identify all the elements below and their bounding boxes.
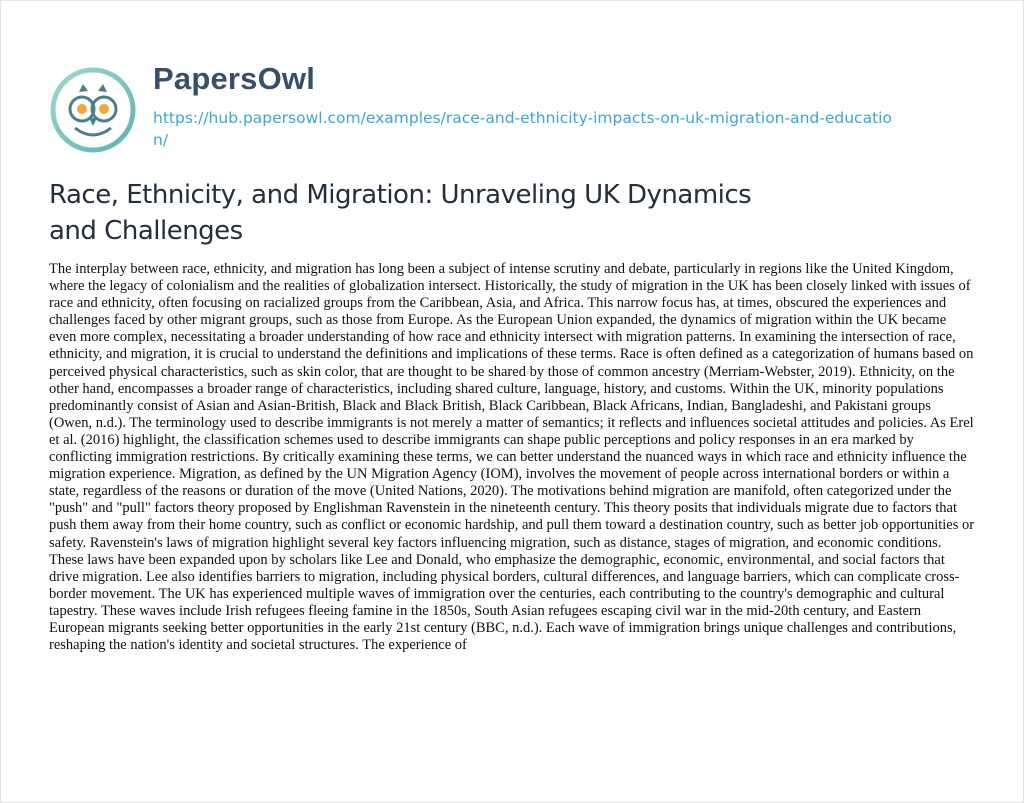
source-url-link[interactable]: https://hub.papersowl.com/examples/race-and-ethnicity-impacts-on-uk-migration-and-education/ [153, 109, 892, 149]
document-title: Race, Ethnicity, and Migration: Unraveling UK Dynamics and Challenges [49, 180, 752, 246]
brand-name[interactable]: PapersOwl [153, 61, 316, 96]
owl-logo-icon[interactable] [49, 66, 137, 154]
owl-logo-graphic [49, 66, 137, 154]
site-header [49, 57, 949, 153]
document-body: The interplay between race, ethnicity, and migration has long been a subject of intense scrutiny and debate, particularly in regions like the United Kingdom, where the legacy of colonialism and the realities of globalization intersect. Historically, the study of migration in the UK has been closely linked with issues of race and ethnicity, often focusing on racialized groups from the Caribbean, Asia, and Africa. This narrow focus has, at times, obscured the experiences and challenges faced by other migrant groups, such as those from Europe. As the European Union expanded, the dynamics of migration within the UK became even more complex, necessitating a broader understanding of how race and ethnicity intersect with migration patterns. In examining the intersection of race, ethnicity, and migration, it is crucial to understand the definitions and implications of these terms. Race is often defined as a categorization of humans based on perceived physical characteristics, such as skin color, that are thought to be shared by those of common ancestry (Merriam-Webster, 2019). Ethnicity, on the other hand, encompasses a broader range of characteristics, including shared culture, language, history, and customs. Within the UK, minority populations predominantly consist of Asian and Asian-British, Black and Black British, Black Caribbean, Black Africans, Indian, Bangladeshi, and Pakistani groups (Owen, n.d.). The terminology used to describe immigrants is not merely a matter of semantics; it reflects and influences societal attitudes and policies. As Erel et al. (2016) highlight, the classification schemes used to describe immigrants can shape public perceptions and policy responses in an era marked by conflicting immigration restrictions. By critically examining these terms, we can better understand the nuanced ways in which race and ethnicity influence the migration experience. Migration, as defined by the UN Migration Agency (IOM), involves the movement of people across international borders or within a state, regardless of the reasons or duration of the move (United Nations, 2020). The motivations behind migration are manifold, often categorized under the "push" and "pull" factors theory proposed by Englishman Ravenstein in the nineteenth century. This theory posits that individuals migrate due to factors that push them away from their home country, such as conflict or economic hardship, and pull them toward a destination country, such as better job opportunities or safety. Ravenstein's laws of migration highlight several key factors influencing migration, such as distance, stages of migration, and economic conditions. These laws have been expanded upon by scholars like Lee and Donald, who emphasize the demographic, economic, environmental, and social factors that drive migration. Lee also identifies barriers to migration, including physical borders, cultural differences, and language barriers, which can complicate cross-border movement. The UK has experienced multiple waves of immigration over the centuries, each contributing to the country's demographic and cultural tapestry. These waves include Irish refugees fleeing famine in the 1850s, South Asian refugees escaping civil war in the mid-20th century, and Eastern European migrants seeking better opportunities in the early 21st century (BBC, n.d.). Each wave of immigration brings unique challenges and contributions, reshaping the nation's identity and societal structures. The experience of [49, 261, 975, 654]
